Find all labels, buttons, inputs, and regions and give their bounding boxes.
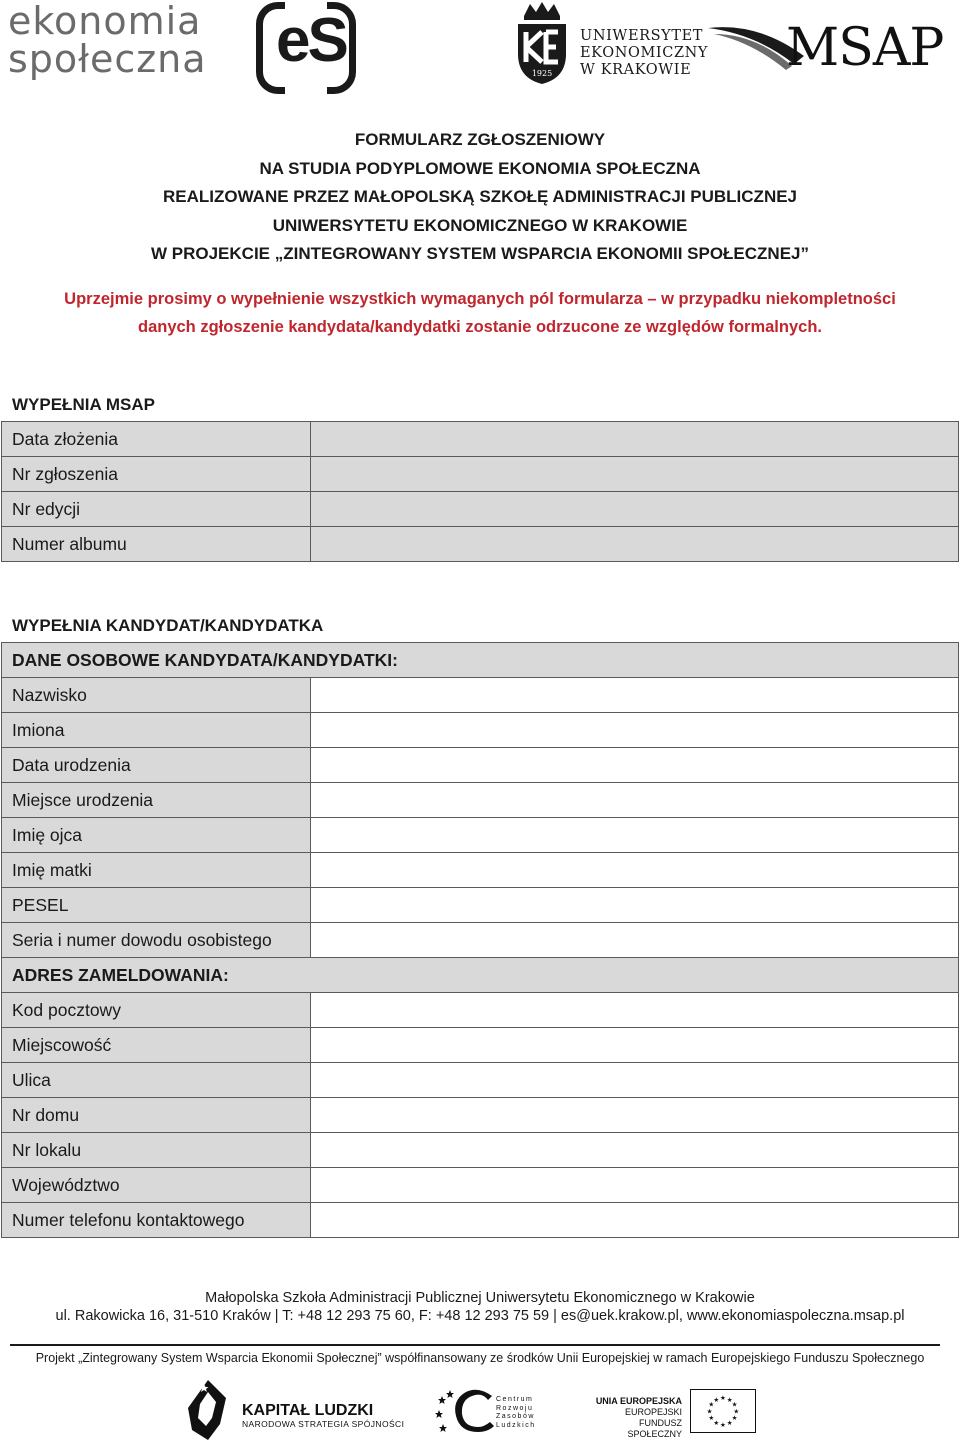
warning-line2: danych zgłoszenie kandydata/kandydatki zostanie odrzucone ze względów formalnych. [138, 318, 822, 336]
crzl-line1: Centrum [496, 1396, 534, 1403]
title-line5: W PROJEKCIE „ZINTEGROWANY SYSTEM WSPARCIA EKONOMII SPOŁECZNEJ” [150, 244, 810, 263]
footer-institution: Małopolska Szkoła Administracji Publicznej Uniwersytetu Ekonomicznego w Krakowie [205, 1290, 755, 1306]
id-card-number-field[interactable] [311, 923, 959, 958]
msap-section-label: WYPEŁNIA MSAP [12, 395, 155, 414]
street-field[interactable] [311, 1063, 959, 1098]
eu-star-icon: ★ [720, 1421, 726, 1429]
candidate-table [1, 642, 959, 1238]
kapital-ludzki-subtitle: NARODOWA STRATEGIA SPÓJNOŚCI [242, 1419, 405, 1429]
edition-number-field[interactable] [311, 492, 959, 527]
field-label: PESEL [2, 888, 311, 923]
eu-star-icon: ★ [706, 1408, 713, 1416]
field-label: Numer telefonu kontaktowego [2, 1203, 311, 1238]
voivodeship-field[interactable] [311, 1168, 959, 1203]
apartment-number-field[interactable] [311, 1133, 959, 1168]
eu-star-icon: ★ [713, 1396, 720, 1404]
city-field[interactable] [311, 1028, 959, 1063]
table-row [2, 748, 959, 783]
kapital-ludzki-icon [186, 1378, 230, 1442]
table-row [2, 713, 959, 748]
surname-field[interactable] [311, 678, 959, 713]
field-label: Imiona [2, 713, 311, 748]
form-title [0, 126, 960, 269]
es-badge-text: eS [276, 6, 346, 75]
msap-table [1, 421, 959, 562]
es-badge-logo [256, 2, 356, 84]
field-label: Województwo [2, 1168, 311, 1203]
eu-star-icon: ★ [726, 1396, 733, 1404]
crzl-line3: Zasobów [496, 1413, 535, 1420]
eu-star-icon: ★ [708, 1401, 715, 1409]
candidate-section-label: WYPEŁNIA KANDYDAT/KANDYDATKA [12, 616, 324, 635]
eu-line2: EUROPEJSKI [624, 1407, 682, 1417]
es-logo-line1: ekonomia [8, 0, 202, 43]
msap-logo-text: MSAP [786, 18, 944, 78]
field-label: Data urodzenia [2, 748, 311, 783]
table-row [2, 923, 959, 958]
uek-line1: UNIWERSYTET [580, 28, 704, 44]
uek-line2: EKONOMICZNY [580, 45, 709, 61]
uek-logo-text [580, 28, 708, 79]
application-number-field[interactable] [311, 457, 959, 492]
table-row [2, 1168, 959, 1203]
first-names-field[interactable] [311, 713, 959, 748]
field-label: Nazwisko [2, 678, 311, 713]
title-line4: UNIWERSYTETU EKONOMICZNEGO W KRAKOWIE [272, 215, 688, 235]
field-label: Ulica [2, 1063, 311, 1098]
birth-date-field[interactable] [311, 748, 959, 783]
field-label: Nr domu [2, 1098, 311, 1133]
birth-place-field[interactable] [311, 783, 959, 818]
right-bracket-icon [327, 2, 356, 94]
ekonomia-spoleczna-logo-text [8, 0, 207, 81]
table-row [2, 818, 959, 853]
eu-line1: UNIA EUROPEJSKA [595, 1396, 682, 1406]
table-row [2, 783, 959, 818]
title-line1: FORMULARZ ZGŁOSZENIOWY [354, 130, 606, 149]
table-row [2, 1063, 959, 1098]
table-row [2, 678, 959, 713]
uek-line3: W KRAKOWIE [580, 62, 692, 78]
table-row [2, 1028, 959, 1063]
completeness-warning [20, 285, 940, 341]
eu-flag-icon [690, 1389, 756, 1433]
eu-line3: FUNDUSZ SPOŁECZNY [627, 1418, 682, 1439]
date-submitted-field[interactable] [311, 422, 959, 457]
eu-star-icon: ★ [726, 1419, 733, 1427]
footer-project-note: Projekt „Zintegrowany System Wsparcia Ekonomii Społecznej” współfinansowany ze środków Unii Europejskiej w ramach Europejskiego Funduszu Społecznego [35, 1351, 925, 1365]
crzl-line2: Rozwoju [496, 1404, 534, 1412]
address-header: ADRES ZAMELDOWANIA: [2, 958, 959, 993]
title-line2: NA STUDIA PODYPLOMOWE EKONOMIA SPOŁECZNA [259, 158, 701, 178]
phone-number-field[interactable] [311, 1203, 959, 1238]
personal-data-header: DANE OSOBOWE KANDYDATA/KANDYDATKI: [2, 643, 959, 678]
uek-year: 1925 [531, 69, 553, 78]
pesel-field[interactable] [311, 888, 959, 923]
table-row [2, 888, 959, 923]
eu-text [586, 1396, 682, 1440]
eu-star-icon: ★ [731, 1401, 738, 1409]
field-label: Nr edycji [2, 492, 311, 527]
warning-line1: Uprzejmie prosimy o wypełnienie wszystkich wymaganych pól formularza – w przypadku niekompletności [64, 290, 896, 308]
field-label: Imię matki [2, 853, 311, 888]
table-row [2, 993, 959, 1028]
field-label: Imię ojca [2, 818, 311, 853]
crzl-line4: Ludzkich [496, 1421, 536, 1429]
eu-star-icon: ★ [733, 1408, 740, 1416]
field-label: Seria i numer dowodu osobistego [2, 923, 311, 958]
table-row [2, 1203, 959, 1238]
uek-crest-icon [514, 2, 570, 86]
title-line3: REALIZOWANE PRZEZ MAŁOPOLSKĄ SZKOŁĘ ADMINISTRACJI PUBLICZNEJ [162, 187, 798, 206]
table-row [2, 457, 959, 492]
table-row [2, 958, 959, 993]
field-label: Nr zgłoszenia [2, 457, 311, 492]
footer-contact: ul. Rakowicka 16, 31-510 Kraków | T: +48 12 293 75 60, F: +48 12 293 75 59 | es@uek.krakow.pl, www.ekonomiaspoleczna.msap.pl [55, 1308, 905, 1324]
table-row [2, 1133, 959, 1168]
footer-divider [10, 1344, 940, 1346]
table-row [2, 643, 959, 678]
album-number-field[interactable] [311, 527, 959, 562]
field-label: Data złożenia [2, 422, 311, 457]
house-number-field[interactable] [311, 1098, 959, 1133]
father-name-field[interactable] [311, 818, 959, 853]
eu-star-icon: ★ [720, 1395, 726, 1403]
field-label: Kod pocztowy [2, 993, 311, 1028]
eu-star-icon: ★ [708, 1415, 715, 1423]
eu-star-icon: ★ [731, 1415, 738, 1423]
table-row [2, 527, 959, 562]
field-label: Miejsce urodzenia [2, 783, 311, 818]
kapital-ludzki-title: KAPITAŁ LUDZKI [242, 1402, 374, 1419]
table-row [2, 1098, 959, 1133]
table-row [2, 422, 959, 457]
crzl-stars-icon [434, 1386, 496, 1436]
eu-star-icon: ★ [713, 1419, 720, 1427]
es-logo-line2: społeczna [8, 37, 207, 81]
field-label: Miejscowość [2, 1028, 311, 1063]
table-row [2, 492, 959, 527]
field-label: Numer albumu [2, 527, 311, 562]
field-label: Nr lokalu [2, 1133, 311, 1168]
mother-name-field[interactable] [311, 853, 959, 888]
postal-code-field[interactable] [311, 993, 959, 1028]
table-row [2, 853, 959, 888]
crzl-text [496, 1396, 536, 1430]
